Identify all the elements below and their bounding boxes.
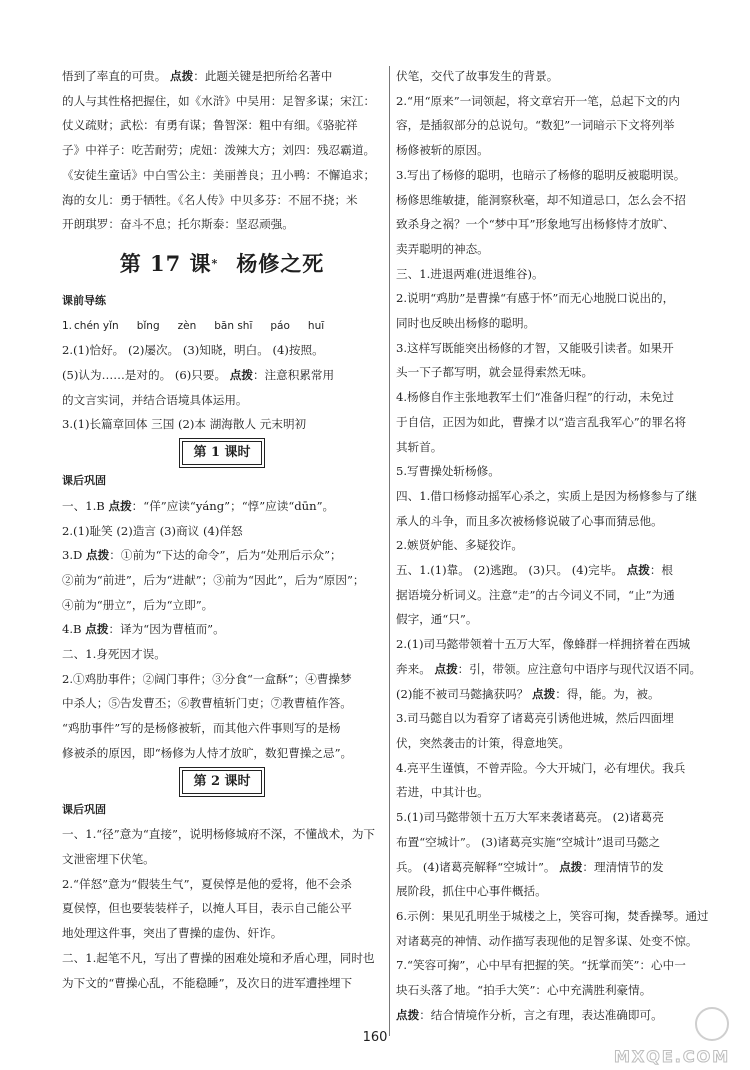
text-line bbox=[62, 138, 382, 163]
text-line bbox=[62, 896, 382, 921]
text-line bbox=[396, 657, 726, 682]
text-line bbox=[62, 543, 382, 568]
text-line bbox=[396, 262, 726, 287]
text-segment: ：结合情境作分析，言之有理，表达准确即可。 bbox=[419, 1007, 663, 1022]
text-line bbox=[62, 921, 382, 946]
right-column bbox=[396, 64, 726, 1027]
text-line bbox=[62, 872, 382, 897]
text-segment: 2.(1)恰好。 (2)屡次。 (3)知晓，明白。 (4)按照。 bbox=[62, 343, 324, 358]
text-line bbox=[396, 435, 726, 460]
text-line bbox=[396, 138, 726, 163]
text-segment: 对诸葛亮的神情、动作描写表现他的足智多谋、处变不惊。 bbox=[396, 933, 698, 948]
period-2-badge: 第 2 课时 bbox=[182, 770, 261, 794]
text-segment: 海的女儿：勇于牺牲。《名人传》中贝多芬：不屈不挠；米 bbox=[62, 192, 358, 207]
text-segment: ：得，能。为，被。 bbox=[555, 686, 660, 701]
text-line bbox=[396, 163, 726, 188]
text-segment: 三、1.进退两难(进退维谷)。 bbox=[396, 266, 544, 281]
text-segment: 7.“笑容可掬”，心中早有把握的笑。“抚掌而笑”：心中一 bbox=[396, 958, 686, 973]
text-segment: 据语境分析词义。注意“走”的古今词义不同，“止”为通 bbox=[396, 587, 675, 602]
text-segment: 4.杨修自作主张地教军士们“准备归程”的行动，未免过 bbox=[396, 390, 674, 405]
text-segment: 于自信，正因为如此，曹操才以“造言乱我军心”的罪名将 bbox=[396, 414, 687, 429]
period-2-answers bbox=[62, 822, 382, 995]
text-line bbox=[396, 533, 726, 558]
text-line bbox=[396, 360, 726, 385]
pinyin-item: zèn bbox=[177, 319, 197, 332]
pinyin-line bbox=[62, 314, 382, 339]
text-segment: 地处理这件事，突出了曹操的虚伪、奸诈。 bbox=[62, 926, 283, 941]
text-line bbox=[396, 731, 726, 756]
text-line bbox=[396, 756, 726, 781]
text-segment: 2.(1)司马懿带领着十五万大军，像蜂群一样拥挤着在西城 bbox=[396, 637, 691, 652]
text-line bbox=[62, 163, 382, 188]
hint-label: 点拨 bbox=[434, 661, 458, 676]
text-segment: 为下文的“曹操心乱，不能稳睡”，及次日的进军遭挫埋下 bbox=[62, 975, 353, 990]
text-line bbox=[396, 410, 726, 435]
text-segment: 承人的斗争，而且多次被杨修说破了心事而猜忌他。 bbox=[396, 513, 663, 528]
text-segment: 同时也反映出杨修的聪明。 bbox=[396, 316, 536, 331]
text-line bbox=[396, 632, 726, 657]
text-segment: 2.(1)耻笑 (2)造言 (3)商议 (4)佯怒 bbox=[62, 523, 243, 538]
text-line bbox=[62, 617, 382, 642]
pinyin-item: bǐng bbox=[136, 319, 160, 332]
text-line bbox=[62, 64, 382, 89]
text-line bbox=[396, 583, 726, 608]
text-segment: 2.“佯怒”意为“假装生气”，夏侯惇是他的爱将，他不会杀 bbox=[62, 876, 352, 891]
text-segment: 3.这样写既能突出杨修的才智，又能吸引读者。如果开 bbox=[396, 340, 674, 355]
lesson-title bbox=[62, 249, 382, 279]
text-segment: ：理清情节的发 bbox=[582, 859, 664, 874]
hint-label: 点拨 bbox=[85, 622, 109, 637]
text-line bbox=[396, 64, 726, 89]
text-segment: 伏，突然袭击的计策，得意地笑。 bbox=[396, 735, 570, 750]
text-line bbox=[62, 716, 382, 741]
text-segment: 容，是插叙部分的总说句。“数犯”一词暗示下文将列举 bbox=[396, 118, 675, 133]
text-segment: 5.写曹操处斩杨修。 bbox=[396, 464, 500, 479]
text-segment: 3.写出了杨修的聪明，也暗示了杨修的聪明反被聪明误。 bbox=[396, 167, 686, 182]
text-segment: ：①前为“下达的命令”，后为“处刑后示众”； bbox=[109, 548, 342, 563]
text-segment: 致杀身之祸？一个“梦中耳”形象地写出杨修恃才放旷、 bbox=[396, 217, 675, 232]
text-line bbox=[62, 568, 382, 593]
text-line bbox=[62, 363, 382, 388]
pre-class-answers bbox=[62, 338, 382, 437]
left-column bbox=[62, 64, 382, 995]
text-segment: 二、1.身死因才误。 bbox=[62, 647, 166, 662]
period-1-answers bbox=[62, 494, 382, 766]
text-segment: 兵。 (4)诸葛亮解释“空城计”。 bbox=[396, 859, 560, 874]
text-segment: ：注意积累常用 bbox=[252, 368, 335, 383]
lesson-number: 第 17 课 bbox=[119, 250, 212, 276]
text-line bbox=[396, 830, 726, 855]
text-segment: 2.①鸡肋事件；②阔门事件；③分食“一盒酥”；④曹操梦 bbox=[62, 671, 352, 686]
text-segment: 修被杀的原因，即“杨修为人恃才放旷，数犯曹操之忌”。 bbox=[62, 745, 353, 760]
text-segment: 五、1.(1)靠。 (2)逃跑。 (3)只。 (4)完毕。 bbox=[396, 563, 627, 578]
text-line bbox=[396, 879, 726, 904]
text-segment: 若进，中其计也。 bbox=[396, 785, 489, 800]
text-segment: 的文言实词，并结合语境具体运用。 bbox=[62, 392, 248, 407]
text-line bbox=[396, 311, 726, 336]
hint-label: 点拨 bbox=[170, 69, 194, 83]
text-line bbox=[396, 706, 726, 731]
text-segment: 杨修思维敏捷，能洞察秋毫，却不知道忌口，怎么会不招 bbox=[396, 192, 686, 207]
text-segment: 二、1.起笔不凡，写出了曹操的困难处境和矛盾心理，同时也 bbox=[62, 950, 375, 965]
text-line bbox=[396, 978, 726, 1003]
text-segment: 其斩首。 bbox=[396, 439, 443, 454]
watermark-text: MXQE.COM bbox=[614, 1047, 731, 1066]
text-segment: 4.B bbox=[62, 622, 86, 637]
text-line bbox=[62, 971, 382, 996]
lesson-mark: * bbox=[211, 256, 219, 270]
text-segment: 块石头落了地。“拍手大笑”：心中充满胜利豪情。 bbox=[396, 983, 652, 998]
text-segment: ：“佯”应读“yáng”；“惇”应读“dūn”。 bbox=[131, 498, 335, 513]
watermark-logo bbox=[612, 1004, 742, 1068]
text-segment: 仗义疏财；武松：有勇有谋；鲁智深：粗中有细。《骆驼祥 bbox=[62, 118, 358, 133]
text-segment: 一、1.“径”意为“直接”，说明杨修城府不深，不懂战术，为下 bbox=[62, 827, 376, 842]
pinyin-item: chén yǐn bbox=[74, 319, 119, 332]
text-segment: 头一下子都写明，就会显得索然无味。 bbox=[396, 365, 594, 380]
text-line bbox=[62, 642, 382, 667]
hint-label: 点拨 bbox=[108, 498, 132, 513]
text-line bbox=[62, 847, 382, 872]
text-segment: ：此题关键是把所给名著中 bbox=[193, 69, 333, 83]
text-line bbox=[62, 212, 382, 237]
text-segment: 子》中祥子：吃苦耐劳；虎妞：泼辣大方；刘四：残忍霸道。 bbox=[62, 143, 376, 158]
section-pre-class: 课前导练 bbox=[62, 293, 106, 307]
hint-label: 点拨 bbox=[86, 548, 110, 563]
text-segment: 奔来。 bbox=[396, 661, 435, 676]
text-segment: ：根 bbox=[649, 563, 674, 578]
text-line bbox=[396, 904, 726, 929]
text-segment: 展阶段，抓住中心事件概括。 bbox=[396, 884, 547, 899]
text-segment: 四、1.借口杨修动摇军心杀之，实质上是因为杨修参与了继 bbox=[396, 488, 697, 503]
text-line bbox=[396, 459, 726, 484]
text-line bbox=[396, 286, 726, 311]
period-1-badge: 第 1 课时 bbox=[182, 441, 261, 465]
text-segment: 假字，通“只”。 bbox=[396, 612, 478, 627]
text-line bbox=[396, 484, 726, 509]
text-line bbox=[62, 89, 382, 114]
text-segment: 布置“空城计”。 (3)诸葛亮实施“空城计”退司马懿之 bbox=[396, 834, 661, 849]
hint-label: 点拨 bbox=[626, 563, 650, 578]
text-line bbox=[396, 558, 726, 583]
text-line bbox=[62, 691, 382, 716]
text-line bbox=[62, 113, 382, 138]
text-segment: ：引，带领。应注意句中语序与现代汉语不同。 bbox=[457, 661, 702, 676]
text-line bbox=[396, 953, 726, 978]
text-segment: 夏侯惇，但也要装装样子，以掩人耳目，表示自己能公平 bbox=[62, 901, 352, 916]
text-segment: 2.说明“鸡肋”是曹操“有感于怀”而无心地脱口说出的， bbox=[396, 291, 675, 306]
text-line bbox=[62, 519, 382, 544]
text-segment: 3.司马懿自以为看穿了诸葛亮引诱他进城，然后四面埋 bbox=[396, 711, 674, 726]
text-line bbox=[62, 338, 382, 363]
text-segment: ②前为“前进”，后为“进献”；③前为“因此”，后为“原因”； bbox=[62, 572, 365, 587]
hint-label: 点拨 bbox=[532, 686, 556, 701]
text-segment: 4.亮平生谨慎，不曾弄险。今大开城门，必有埋伏。我兵 bbox=[396, 760, 686, 775]
text-line bbox=[62, 741, 382, 766]
pinyin-item: páo bbox=[270, 319, 290, 332]
text-line bbox=[396, 929, 726, 954]
hint-label: 点拨 bbox=[229, 368, 253, 383]
text-segment: 杨修被斩的原因。 bbox=[396, 143, 489, 158]
text-segment: 2.嫉贤妒能、多疑狡诈。 bbox=[396, 538, 523, 553]
text-line bbox=[396, 855, 726, 880]
column-divider bbox=[389, 66, 390, 1036]
text-line bbox=[62, 822, 382, 847]
text-line bbox=[396, 805, 726, 830]
hint-label: 点拨 bbox=[396, 1007, 420, 1022]
section-after-class-2: 课后巩固 bbox=[62, 802, 106, 816]
text-segment: 中杀人；⑤告发曹丕；⑥教曹植斩门吏；⑦教曹植作答。 bbox=[62, 696, 352, 711]
text-segment: 伏笔，交代了故事发生的背景。 bbox=[396, 69, 559, 83]
text-line bbox=[396, 509, 726, 534]
text-segment: 《安徒生童话》中白雪公主：美丽善良；丑小鸭：不懈追求； bbox=[62, 167, 376, 182]
text-segment: 文泄密埋下伏笔。 bbox=[62, 851, 155, 866]
text-line bbox=[62, 494, 382, 519]
text-line bbox=[62, 946, 382, 971]
lesson-name: 杨修之死 bbox=[236, 250, 325, 276]
text-line bbox=[396, 607, 726, 632]
text-segment: 卖弄聪明的神态。 bbox=[396, 241, 489, 256]
text-segment: 6.示例：果见孔明坐于城楼之上，笑容可掬，焚香操琴。通过 bbox=[396, 908, 709, 923]
text-segment: 悟到了率直的可贵。 bbox=[62, 69, 171, 83]
text-segment: (5)认为……是对的。 (6)只要。 bbox=[62, 368, 230, 383]
text-segment: 开朗琪罗：奋斗不息；托尔斯泰：坚忍顽强。 bbox=[62, 217, 294, 232]
text-segment: 3.(1)长篇章回体 三国 (2)本 湖海散人 元末明初 bbox=[62, 417, 307, 432]
pinyin-prefix: 1. bbox=[62, 319, 73, 332]
text-line bbox=[396, 89, 726, 114]
text-line bbox=[396, 113, 726, 138]
page-number: 160 bbox=[362, 1030, 388, 1045]
text-segment: ：译为“因为曹植而”。 bbox=[108, 622, 225, 637]
text-segment: “鸡肋事件”写的是杨修被斩，而其他六件事则写的是杨 bbox=[62, 721, 341, 736]
text-line bbox=[396, 237, 726, 262]
text-line bbox=[62, 412, 382, 437]
text-line bbox=[396, 212, 726, 237]
text-line bbox=[62, 188, 382, 213]
text-line bbox=[62, 388, 382, 413]
pinyin-item: huī bbox=[307, 319, 325, 332]
text-line bbox=[396, 385, 726, 410]
text-segment: 5.(1)司马懿带领十五万大军来袭诸葛亮。 (2)诸葛亮 bbox=[396, 810, 664, 825]
text-segment: ④前为“册立”，后为“立即”。 bbox=[62, 597, 214, 612]
right-answers bbox=[396, 64, 726, 1027]
text-line bbox=[396, 682, 726, 707]
text-segment: 的人与其性格把握住，如《水浒》中吴用：足智多谋；宋江： bbox=[62, 93, 376, 108]
text-segment: 2.“用“原来”一词领起，将文章宕开一笔，总起下文的内 bbox=[396, 93, 680, 108]
text-segment: (2)能不被司马懿擒获吗？ bbox=[396, 686, 533, 701]
text-line bbox=[62, 667, 382, 692]
text-segment: 一、1.B bbox=[62, 498, 109, 513]
text-line bbox=[396, 780, 726, 805]
text-line bbox=[396, 336, 726, 361]
intro-answers bbox=[62, 64, 382, 237]
hint-label: 点拨 bbox=[559, 859, 583, 874]
text-line bbox=[62, 593, 382, 618]
pinyin-item: bān shī bbox=[214, 319, 253, 332]
text-line bbox=[396, 188, 726, 213]
text-segment: 3.D bbox=[62, 548, 87, 563]
section-after-class-1: 课后巩固 bbox=[62, 474, 106, 488]
